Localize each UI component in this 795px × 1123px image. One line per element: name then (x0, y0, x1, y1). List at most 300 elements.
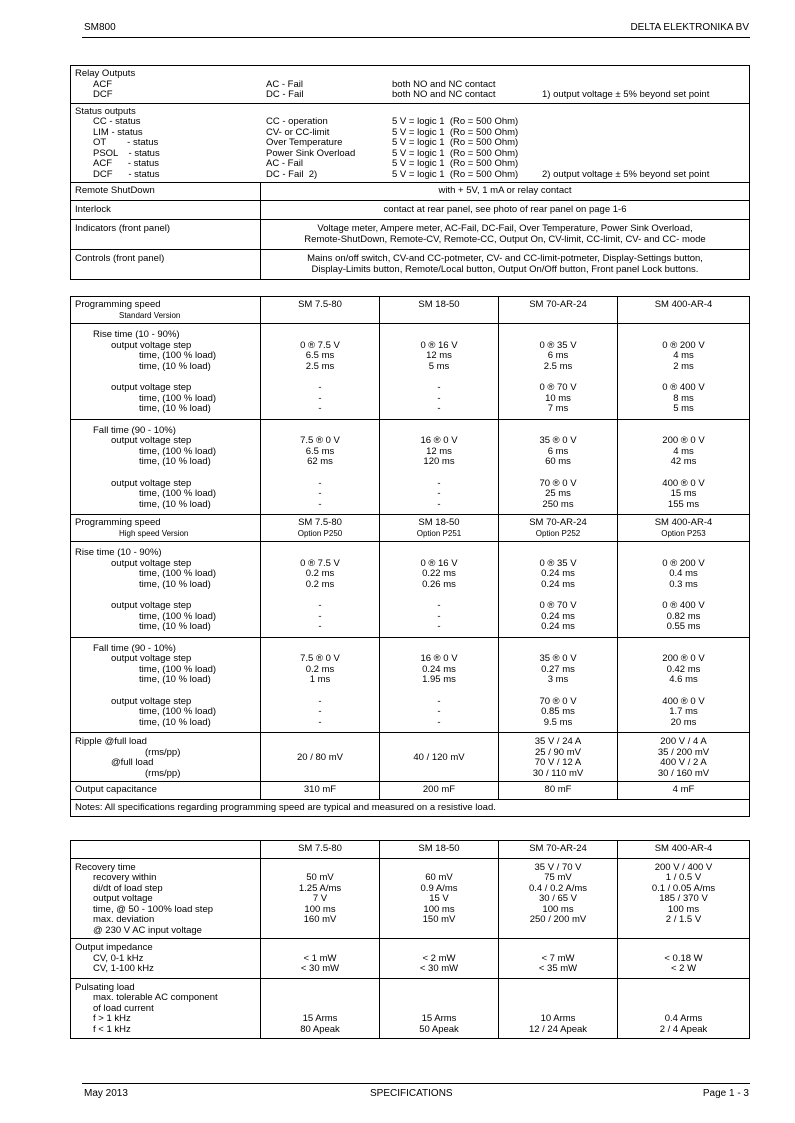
time-value: - (318, 610, 322, 622)
signal-type: CC - operation (266, 116, 328, 127)
time-value: 3 ms (547, 674, 569, 685)
dynamic-specs-table (70, 840, 750, 1039)
impedance-values (261, 939, 380, 979)
impedance-value: < 35 mW (538, 963, 578, 974)
recovery-label: recovery within (93, 872, 157, 883)
pulsating-label: f < 1 kHz (93, 1023, 131, 1035)
impedance-value: < 2 W (670, 963, 697, 974)
time-value: 0 ® 200 V (662, 557, 705, 569)
time-values (380, 637, 499, 733)
time-value: 200 ® 0 V (662, 653, 705, 664)
time-value: - (437, 600, 441, 611)
time-value: 0 ® 70 V (539, 600, 577, 611)
signal-row (75, 117, 745, 128)
time-value: - (318, 477, 322, 489)
time-labels (71, 542, 261, 638)
time-values (261, 542, 380, 638)
time-value: - (437, 382, 441, 393)
pulsating-value: 2 / 4 Apeak (659, 1023, 708, 1035)
spacer (384, 548, 494, 559)
recovery-values (618, 858, 750, 939)
time-value: 0 ® 16 V (420, 557, 458, 569)
time-values (499, 542, 618, 638)
spacer (384, 686, 494, 697)
section-subtitle: High speed Version (119, 528, 189, 538)
time-value: - (437, 498, 441, 510)
label-10: time, (10 % load) (139, 403, 211, 414)
model-header (261, 515, 380, 542)
spacer (503, 943, 613, 954)
controls-label: Controls (front panel) (71, 250, 261, 280)
label-100: time, (100 % load) (139, 392, 217, 404)
impedance-value: < 30 mW (300, 963, 340, 974)
capacitance-value: 4 mF (618, 782, 750, 800)
ripple-values (618, 733, 750, 782)
time-values (261, 419, 380, 515)
spacer (384, 943, 494, 954)
pulsating-values (499, 978, 618, 1039)
recovery-value: 100 ms (304, 903, 336, 915)
section-title: Programming speed (75, 517, 161, 528)
spacer (265, 686, 375, 697)
recovery-value: 30 / 65 V (538, 893, 578, 904)
signal-type: DC - Fail 2) (266, 168, 318, 180)
ripple-values (261, 733, 380, 782)
time-value: 0.27 ms (541, 663, 575, 675)
label-10: time, (10 % load) (139, 578, 211, 590)
time-value: 4.6 ms (669, 674, 698, 685)
remote-shutdown-label: Remote ShutDown (71, 183, 261, 201)
time-value: 0 ® 7.5 V (300, 557, 340, 569)
recovery-values (499, 858, 618, 939)
time-value: 0.4 ms (669, 568, 698, 579)
signal-name: ACF - status (93, 158, 159, 169)
signal-name: CC - status (93, 116, 141, 127)
pulsating-label: of load current (93, 1002, 154, 1014)
time-value: 5 ms (673, 403, 694, 414)
time-values (380, 419, 499, 515)
model-name: SM 18-50 (418, 517, 460, 528)
model-name: SM 7.5-80 (298, 517, 342, 528)
time-value: 200 ® 0 V (662, 435, 705, 446)
signal-row (75, 138, 745, 149)
capacitance-value: 80 mF (499, 782, 618, 800)
pulsating-values (380, 978, 499, 1039)
time-value: 20 ms (670, 716, 697, 728)
time-value: 4 ms (673, 445, 694, 457)
ripple-values (499, 733, 618, 782)
capacitance-value: 200 mF (380, 782, 499, 800)
time-value: 10 ms (545, 392, 571, 404)
time-values (618, 637, 750, 733)
signal-desc: 5 V = logic 1 (Ro = 500 Ohm) (392, 158, 519, 169)
spacer (622, 468, 745, 479)
pulsating-value: 50 Apeak (419, 1023, 459, 1035)
signal-desc: 5 V = logic 1 (Ro = 500 Ohm) (392, 168, 519, 180)
model-name: SM 400-AR-4 (618, 841, 750, 859)
time-value: 0 ® 7.5 V (300, 339, 340, 351)
label-step: output voltage step (111, 477, 192, 489)
signal-desc: 5 V = logic 1 (Ro = 500 Ohm) (392, 116, 519, 127)
time-value: 6 ms (547, 350, 569, 361)
status-outputs-cell (71, 103, 750, 183)
recovery-value: 0.4 / 0.2 A/ms (528, 882, 588, 894)
ripple-value: 35 / 200 mV (657, 746, 710, 758)
time-values (618, 324, 750, 420)
signal-desc: 5 V = logic 1 (Ro = 500 Ohm) (392, 137, 519, 148)
impedance-values (380, 939, 499, 979)
recovery-value: 1.25 A/ms (298, 882, 342, 894)
model-header (618, 515, 750, 542)
section-title-cell (71, 515, 261, 542)
recovery-value: 75 mV (544, 872, 572, 883)
time-values (618, 542, 750, 638)
time-value: 7.5 ® 0 V (300, 653, 340, 664)
indicators-line: Remote-ShutDown, Remote-CV, Remote-CC, Output On, CV-limit, CC-limit, CV- and CC- mode (304, 233, 706, 245)
signal-row (75, 159, 745, 170)
impedance-label: CV, 1-100 kHz (93, 963, 154, 974)
time-value: - (318, 498, 322, 510)
indicators-label: Indicators (front panel) (71, 220, 261, 250)
time-value: - (437, 695, 441, 707)
time-value: 120 ms (423, 456, 455, 467)
signal-name: DCF (93, 89, 113, 100)
recovery-value: 1 / 0.5 V (665, 872, 702, 883)
pulsating-value: 0.4 Arms (664, 1013, 703, 1024)
model-header (499, 515, 618, 542)
recovery-head: 200 V / 400 V (654, 861, 713, 873)
header-blank (71, 841, 261, 859)
spacer (384, 330, 494, 341)
signals-table (70, 65, 750, 280)
label-step: output voltage step (111, 435, 192, 446)
time-value: 0.24 ms (541, 578, 575, 590)
time-value: 9.5 ms (543, 716, 573, 728)
pulsating-value: 12 / 24 Apeak (528, 1023, 588, 1035)
signal-row (75, 90, 745, 101)
recovery-value: 100 ms (542, 903, 574, 915)
capacitance-label: Output capacitance (71, 782, 261, 800)
time-values (261, 637, 380, 733)
time-value: 0.85 ms (541, 706, 575, 717)
ripple-value: 400 V / 2 A (660, 757, 707, 768)
model-name: SM 70-AR-24 (499, 841, 618, 859)
remote-shutdown-value: with + 5V, 1 mA or relay contact (261, 183, 750, 201)
signal-note (542, 138, 745, 149)
header-right: DELTA ELEKTRONIKA BV (630, 22, 749, 33)
ripple-label: (rms/pp) (145, 767, 181, 779)
time-value: - (437, 716, 441, 728)
time-value: 4 ms (673, 350, 694, 361)
impedance-value: < 1 mW (303, 952, 337, 964)
time-value: 155 ms (667, 498, 700, 510)
section-title-cell (71, 297, 261, 324)
label-100: time, (100 % load) (139, 663, 217, 675)
time-value: 0 ® 70 V (539, 382, 577, 393)
time-labels (71, 637, 261, 733)
time-value: - (318, 716, 322, 728)
pulsating-label: f > 1 kHz (93, 1013, 131, 1024)
impedance-value: < 30 mW (419, 963, 459, 974)
spacer (503, 468, 613, 479)
recovery-value: 2 / 1.5 V (665, 914, 702, 925)
model-name: SM 7.5-80 (261, 841, 380, 859)
time-value: - (318, 382, 322, 393)
time-value: 1 ms (309, 674, 331, 685)
section-subtitle: Standard Version (119, 310, 181, 320)
indicators-line: Voltage meter, Ampere meter, AC-Fail, DC-Fail, Over Temperature, Power Sink Overload, (317, 223, 693, 234)
spacer (265, 468, 375, 479)
time-title: Fall time (90 - 10%) (93, 424, 176, 436)
signal-type: Power Sink Overload (266, 147, 356, 159)
model-name: SM 18-50 (418, 299, 460, 310)
time-value: 5 ms (428, 360, 450, 372)
recovery-label: max. deviation (93, 914, 155, 925)
spacer (75, 468, 256, 479)
recovery-value: 100 ms (667, 903, 700, 915)
spacer (622, 686, 745, 697)
time-value: 0.2 ms (305, 568, 335, 579)
model-name: SM 18-50 (380, 841, 499, 859)
impedance-values (618, 939, 750, 979)
label-10: time, (10 % load) (139, 621, 211, 632)
recovery-value: 100 ms (423, 903, 455, 915)
recovery-value: 50 mV (306, 872, 334, 883)
time-value: 0.2 ms (305, 578, 335, 590)
label-step: output voltage step (111, 695, 192, 707)
time-value: - (318, 706, 322, 717)
label-step: output voltage step (111, 600, 192, 611)
time-value: - (318, 403, 322, 414)
ripple-value: 70 V / 12 A (534, 757, 582, 768)
time-value: 25 ms (545, 488, 571, 499)
recovery-value: 0.9 A/ms (420, 882, 458, 894)
time-value: 60 ms (545, 456, 571, 467)
pulsating-values (261, 978, 380, 1039)
signal-type: AC - Fail (266, 78, 303, 90)
label-10: time, (10 % load) (139, 498, 211, 510)
label-100: time, (100 % load) (139, 350, 217, 361)
time-value: 6.5 ms (305, 350, 335, 361)
label-100: time, (100 % load) (139, 568, 217, 579)
relay-outputs-cell (71, 66, 750, 104)
pulsating-value: 15 Arms (421, 1013, 457, 1024)
label-10: time, (10 % load) (139, 456, 211, 467)
time-value: 0.24 ms (541, 610, 575, 622)
spacer (265, 983, 375, 1015)
signal-type: CV- or CC-limit (266, 126, 330, 138)
time-value: 35 ® 0 V (539, 435, 577, 446)
time-value: 0.82 ms (666, 610, 701, 622)
ripple-value: 30 / 160 mV (657, 767, 710, 779)
time-value: - (318, 392, 322, 404)
label-100: time, (100 % load) (139, 610, 217, 622)
time-value: 8 ms (673, 392, 694, 404)
time-values (380, 324, 499, 420)
label-step: output voltage step (111, 382, 192, 393)
recovery-labels (71, 858, 261, 939)
indicators-value (261, 220, 750, 250)
signal-note (542, 149, 745, 160)
recovery-value: 0.1 / 0.05 A/ms (651, 882, 716, 894)
time-value: 400 ® 0 V (662, 695, 705, 707)
time-value: 0.55 ms (666, 621, 701, 632)
time-value: - (437, 392, 441, 404)
ripple-value: 30 / 110 mV (532, 767, 584, 779)
ripple-label: @full load (111, 757, 154, 768)
time-value: 0.24 ms (541, 568, 575, 579)
header-left: SM800 (84, 22, 116, 33)
spacer (622, 983, 745, 1015)
footer-rule (82, 1083, 750, 1084)
label-step: output voltage step (111, 557, 192, 569)
spacer (622, 330, 745, 341)
section-title: Programming speed (75, 299, 161, 310)
recovery-value: 60 mV (425, 872, 453, 883)
model-header (380, 515, 499, 542)
time-value: - (318, 488, 322, 499)
ripple-value: 200 V / 4 A (660, 736, 707, 747)
recovery-label: @ 230 V AC input voltage (93, 924, 202, 936)
signal-note (542, 117, 745, 128)
recovery-values (380, 858, 499, 939)
label-100: time, (100 % load) (139, 488, 217, 499)
recovery-value: 7 V (312, 893, 328, 904)
ripple-labels (71, 733, 261, 782)
header-rule (82, 37, 750, 38)
time-value: - (437, 610, 441, 622)
recovery-head: 35 V / 70 V (534, 861, 582, 873)
model-option: Option P250 (297, 528, 343, 538)
recovery-value: 150 mV (422, 914, 456, 925)
impedance-value: < 2 mW (422, 952, 456, 964)
time-value: 6.5 ms (305, 445, 335, 457)
time-value: 0.2 ms (305, 663, 335, 675)
model-option: Option P251 (416, 528, 462, 538)
signal-name: OT - status (93, 137, 159, 148)
pulsating-value: 80 Apeak (300, 1023, 340, 1035)
ripple-value: 20 / 80 mV (297, 751, 343, 763)
time-value: 0.22 ms (422, 568, 456, 579)
label-100: time, (100 % load) (139, 706, 217, 717)
interlock-value: contact at rear panel, see photo of rear panel on page 1-6 (261, 200, 750, 220)
recovery-label: time, @ 50 - 100% load step (93, 903, 214, 915)
time-value: 2.5 ms (305, 360, 335, 372)
capacitance-value: 310 mF (261, 782, 380, 800)
time-value: 7.5 ® 0 V (300, 435, 340, 446)
time-values (618, 419, 750, 515)
time-value: 0.26 ms (422, 578, 456, 590)
time-value: 0.24 ms (541, 621, 575, 632)
time-value: 0 ® 400 V (662, 382, 705, 393)
model-name: SM 400-AR-4 (654, 299, 713, 310)
label-100: time, (100 % load) (139, 445, 217, 457)
model-name: SM 400-AR-4 (654, 517, 713, 528)
label-10: time, (10 % load) (139, 674, 211, 685)
spacer (75, 686, 256, 697)
time-value: 16 ® 0 V (420, 435, 458, 446)
controls-line: Mains on/off switch, CV-and CC-potmeter, CV- and CC-limit-potmeter, Display-Settings button, (307, 253, 703, 264)
signal-type: DC - Fail (266, 89, 304, 100)
programming-note: Notes: All specifications regarding programming speed are typical and measured on a resistive load. (71, 799, 750, 817)
model-option: Option P252 (535, 528, 581, 538)
time-value: 0 ® 200 V (662, 339, 705, 351)
time-value: - (318, 621, 322, 632)
spacer (622, 943, 745, 954)
time-value: 250 ms (542, 498, 574, 510)
label-10: time, (10 % load) (139, 716, 211, 728)
signal-type: Over Temperature (266, 137, 343, 148)
ripple-value: 40 / 120 mV (413, 751, 465, 763)
time-value: - (437, 477, 441, 489)
time-value: 0.24 ms (422, 663, 456, 675)
model-name: SM 7.5-80 (298, 299, 342, 310)
time-value: 1.95 ms (422, 674, 456, 685)
time-value: - (437, 706, 441, 717)
time-value: 1.7 ms (669, 706, 698, 717)
time-value: 70 ® 0 V (539, 477, 577, 489)
time-value: 12 ms (426, 445, 452, 457)
signal-type: AC - Fail (266, 158, 303, 169)
time-value: 70 ® 0 V (539, 695, 577, 707)
spacer (503, 330, 613, 341)
footer-center: SPECIFICATIONS (370, 1088, 453, 1099)
footer-left: May 2013 (84, 1088, 128, 1099)
time-value: 16 ® 0 V (420, 653, 458, 664)
time-value: 400 ® 0 V (662, 477, 705, 489)
recovery-value: 160 mV (303, 914, 337, 925)
time-value: 12 ms (426, 350, 452, 361)
ripple-label: Ripple @full load (75, 736, 147, 747)
time-title: Rise time (10 - 90%) (93, 329, 180, 340)
signal-name: LIM - status (93, 126, 143, 138)
signal-name: ACF (93, 78, 112, 90)
signal-name: DCF - status (93, 168, 160, 180)
signal-desc: 5 V = logic 1 (Ro = 500 Ohm) (392, 147, 519, 159)
impedance-labels (71, 939, 261, 979)
signal-desc: both NO and NC contact (392, 89, 496, 100)
ripple-value: 25 / 90 mV (535, 746, 581, 758)
label-step: output voltage step (111, 653, 192, 664)
spacer (265, 330, 375, 341)
model-option: Option P253 (661, 528, 706, 538)
time-title: Rise time (10 - 90%) (75, 547, 162, 558)
signal-desc: both NO and NC contact (392, 78, 496, 90)
impedance-values (499, 939, 618, 979)
model-header (380, 297, 499, 324)
spacer (503, 686, 613, 697)
time-value: 7 ms (547, 403, 569, 414)
time-value: - (437, 621, 441, 632)
ripple-value: 35 V / 24 A (534, 736, 582, 747)
status-outputs-title: Status outputs (75, 105, 136, 117)
time-value: - (437, 488, 441, 499)
impedance-label: CV, 0-1 kHz (93, 952, 144, 964)
signal-note: 1) output voltage ± 5% beyond set point (542, 89, 710, 100)
model-header (618, 297, 750, 324)
controls-line: Display-Limits button, Remote/Local button, Output On/Off button, Front panel Lock buttons. (311, 263, 699, 275)
spacer (265, 943, 375, 954)
controls-value (261, 250, 750, 280)
pulsating-label: max. tolerable AC component (93, 992, 218, 1003)
signal-note (542, 159, 745, 170)
time-value: 0 ® 35 V (539, 339, 577, 351)
recovery-value: 185 / 370 V (659, 893, 708, 904)
signal-row (75, 170, 745, 181)
relay-outputs-title: Relay Outputs (75, 68, 136, 79)
time-labels (71, 419, 261, 515)
time-value: 2.5 ms (543, 360, 573, 372)
